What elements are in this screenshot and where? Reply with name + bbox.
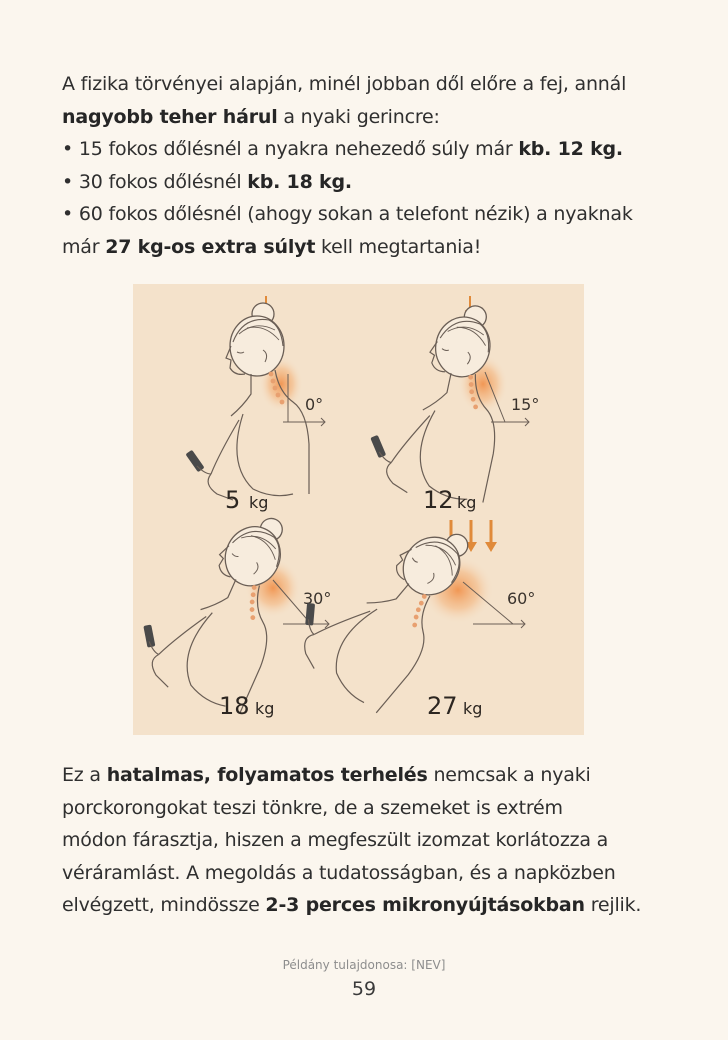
- weight-unit: kg: [249, 493, 269, 512]
- copy-owner-note: Példány tulajdonosa: [NEV]: [282, 958, 446, 972]
- bullet-60-degrees-line-2: már 27 kg-os extra súlyt kell megtartania!: [62, 235, 482, 258]
- page-number: 59: [351, 978, 377, 1000]
- intro-emphasis: nagyobb teher hárul: [62, 105, 278, 128]
- panel-0-degrees: [185, 296, 325, 514]
- bullet-30-degrees: • 30 fokos dőlésnél kb. 18 kg.: [62, 170, 352, 193]
- weight-value: 5: [225, 486, 241, 514]
- weight-unit: kg: [463, 699, 483, 718]
- panel-15-degrees: [361, 290, 540, 514]
- weight-unit: kg: [255, 699, 275, 718]
- weight-value: 18: [219, 692, 250, 720]
- angle-label: 15°: [511, 395, 540, 414]
- outro-line-5: elvégzett, mindössze 2-3 perces mikronyújtásokban rejlik.: [62, 894, 642, 916]
- weight-value: 27: [427, 692, 458, 720]
- weight-value: 12: [423, 486, 454, 514]
- angle-label: 0°: [305, 395, 324, 414]
- neck-posture-illustration: [133, 284, 584, 735]
- angle-label: 30°: [303, 589, 332, 608]
- panel-30-degrees: [133, 488, 331, 720]
- outro-line-4: véráramlást. A megoldás a tudatosságban, és a napközben: [62, 861, 616, 884]
- weight-unit: kg: [457, 493, 477, 512]
- outro-paragraph: [62, 759, 666, 922]
- intro-line-1: A fizika törvényei alapján, minél jobban dől előre a fej, annál: [62, 73, 627, 95]
- bullet-60-degrees-line-1: • 60 fokos dőlésnél (ahogy sokan a telefont nézik) a nyaknak: [62, 203, 633, 225]
- outro-line-2: porckorongokat teszi tönkre, de a szemeket is extrém: [62, 796, 563, 819]
- intro-paragraph: [62, 68, 666, 263]
- outro-line-1: Ez a hatalmas, folyamatos terhelés nemcsak a nyaki: [62, 764, 591, 786]
- angle-label: 60°: [507, 589, 536, 608]
- outro-line-3: módon fárasztja, hiszen a megfeszült izomzat korlátozza a: [62, 829, 609, 851]
- bullet-15-degrees: • 15 fokos dőlésnél a nyakra nehezedő súly már kb. 12 kg.: [62, 138, 623, 160]
- intro-line-2: nagyobb teher hárul a nyaki gerincre:: [62, 105, 440, 128]
